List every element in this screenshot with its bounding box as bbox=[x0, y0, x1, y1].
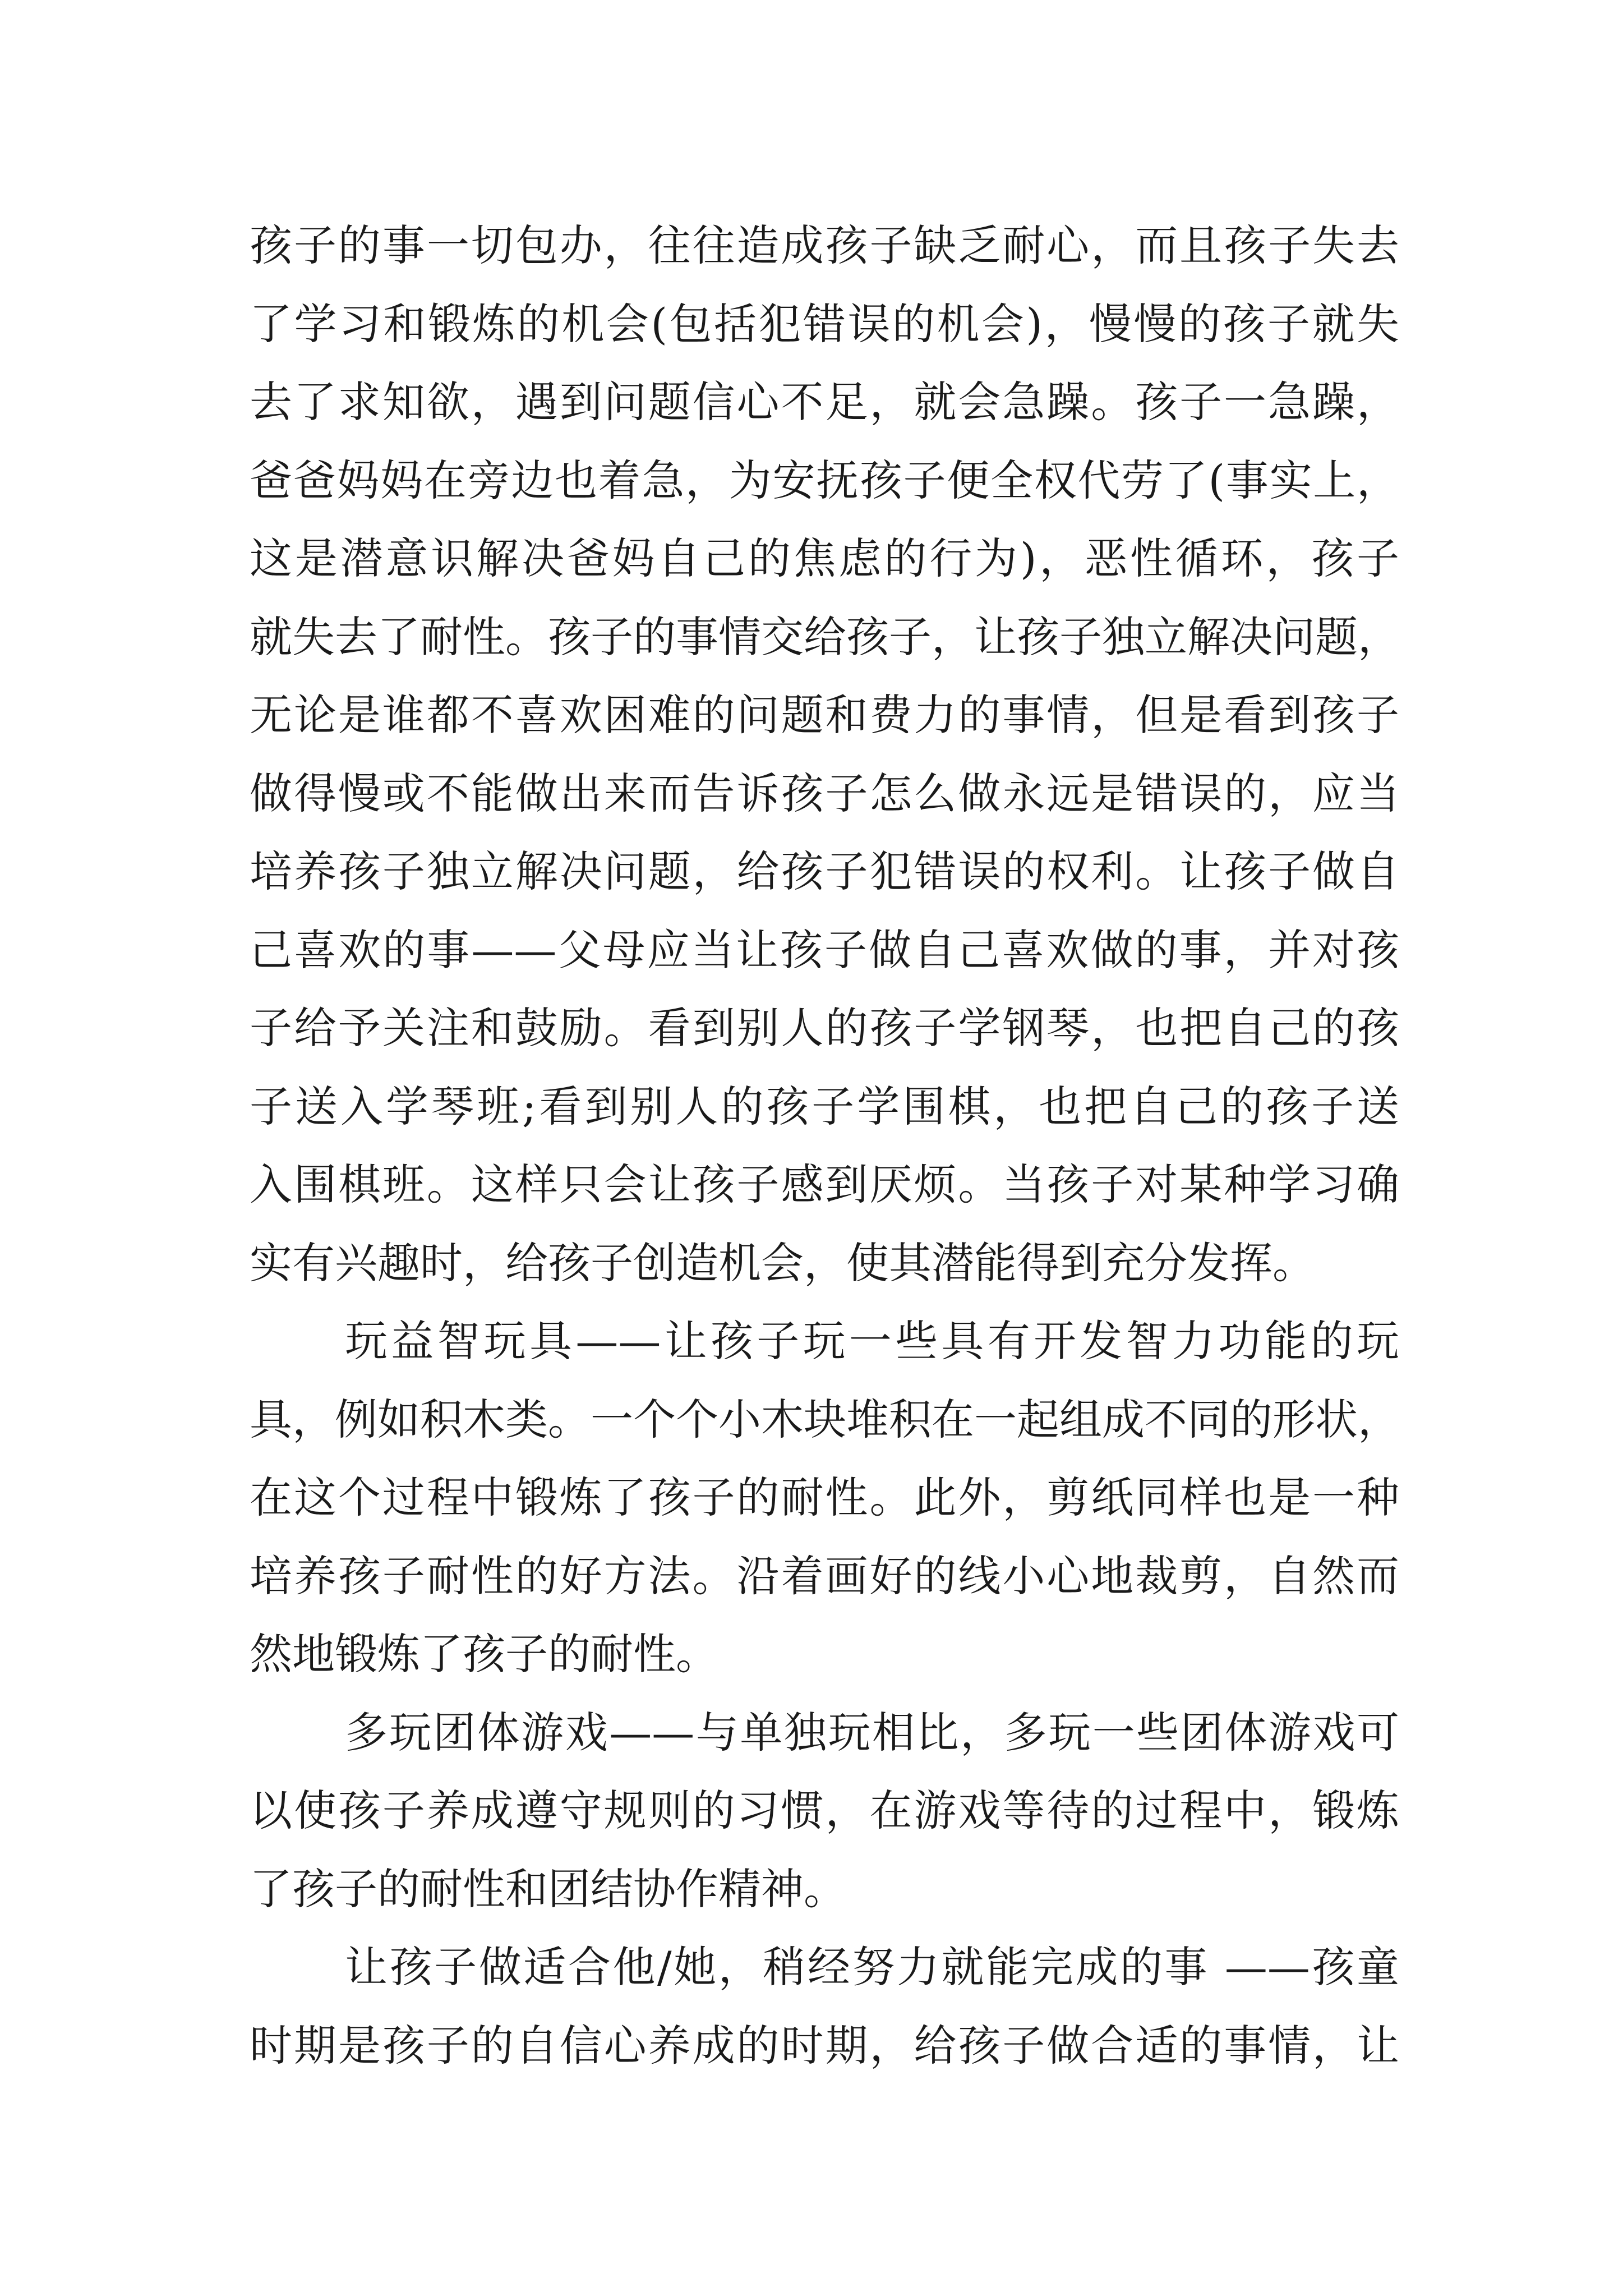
text-line: 己喜欢的事——父母应当让孩子做自己喜欢做的事，并对孩 bbox=[250, 924, 1399, 975]
text-line: 孩子的事一切包办，往往造成孩子缺乏耐心，而且孩子失去 bbox=[250, 220, 1399, 270]
text-line: 子给予关注和鼓励。看到别人的孩子学钢琴，也把自己的孩 bbox=[250, 1003, 1399, 1053]
paragraph-start-line: 玩益智玩具——让孩子玩一些具有开发智力功能的玩 bbox=[345, 1316, 1399, 1366]
text-line: 爸爸妈妈在旁边也着急，为安抚孩子便全权代劳了(事实上， bbox=[250, 455, 1399, 505]
text-line: 时期是孩子的自信心养成的时期，给孩子做合适的事情，让 bbox=[250, 2020, 1399, 2070]
text-line: 就失去了耐性。孩子的事情交给孩子，让孩子独立解决问题， bbox=[250, 611, 1400, 662]
text-line: 做得慢或不能做出来而告诉孩子怎么做永远是错误的，应当 bbox=[250, 768, 1399, 818]
text-line: 子送入学琴班;看到别人的孩子学围棋，也把自己的孩子送 bbox=[250, 1081, 1399, 1131]
text-line: 培养孩子独立解决问题，给孩子犯错误的权利。让孩子做自 bbox=[250, 846, 1399, 896]
body-text bbox=[250, 206, 1399, 2085]
text-line: 然地锻炼了孩子的耐性。 bbox=[250, 1629, 718, 1679]
text-line: 了孩子的耐性和团结协作精神。 bbox=[250, 1864, 846, 1914]
paragraph-start-line: 多玩团体游戏——与单独玩相比，多玩一些团体游戏可 bbox=[345, 1707, 1399, 1757]
text-line: 具，例如积木类。一个个小木块堆积在一起组成不同的形状， bbox=[250, 1394, 1400, 1444]
paragraph-start-line: 让孩子做适合他/她，稍经努力就能完成的事 ——孩童 bbox=[345, 1942, 1399, 1992]
text-line: 以使孩子养成遵守规则的习惯，在游戏等待的过程中，锻炼 bbox=[250, 1786, 1399, 1835]
text-line: 无论是谁都不喜欢困难的问题和费力的事情，但是看到孩子 bbox=[250, 690, 1399, 740]
text-line: 这是潜意识解决爸妈自己的焦虑的行为)，恶性循环，孩子 bbox=[250, 533, 1399, 583]
text-line: 实有兴趣时，给孩子创造机会，使其潜能得到充分发挥。 bbox=[250, 1237, 1315, 1288]
text-line: 在这个过程中锻炼了孩子的耐性。此外，剪纸同样也是一种 bbox=[250, 1473, 1399, 1522]
text-line: 了学习和锻炼的机会(包括犯错误的机会)，慢慢的孩子就失 bbox=[250, 298, 1399, 349]
text-line: 培养孩子耐性的好方法。沿着画好的线小心地裁剪，自然而 bbox=[250, 1550, 1399, 1601]
text-line: 入围棋班。这样只会让孩子感到厌烦。当孩子对某种学习确 bbox=[250, 1159, 1399, 1209]
text-line: 去了求知欲，遇到问题信心不足，就会急躁。孩子一急躁， bbox=[250, 377, 1399, 427]
